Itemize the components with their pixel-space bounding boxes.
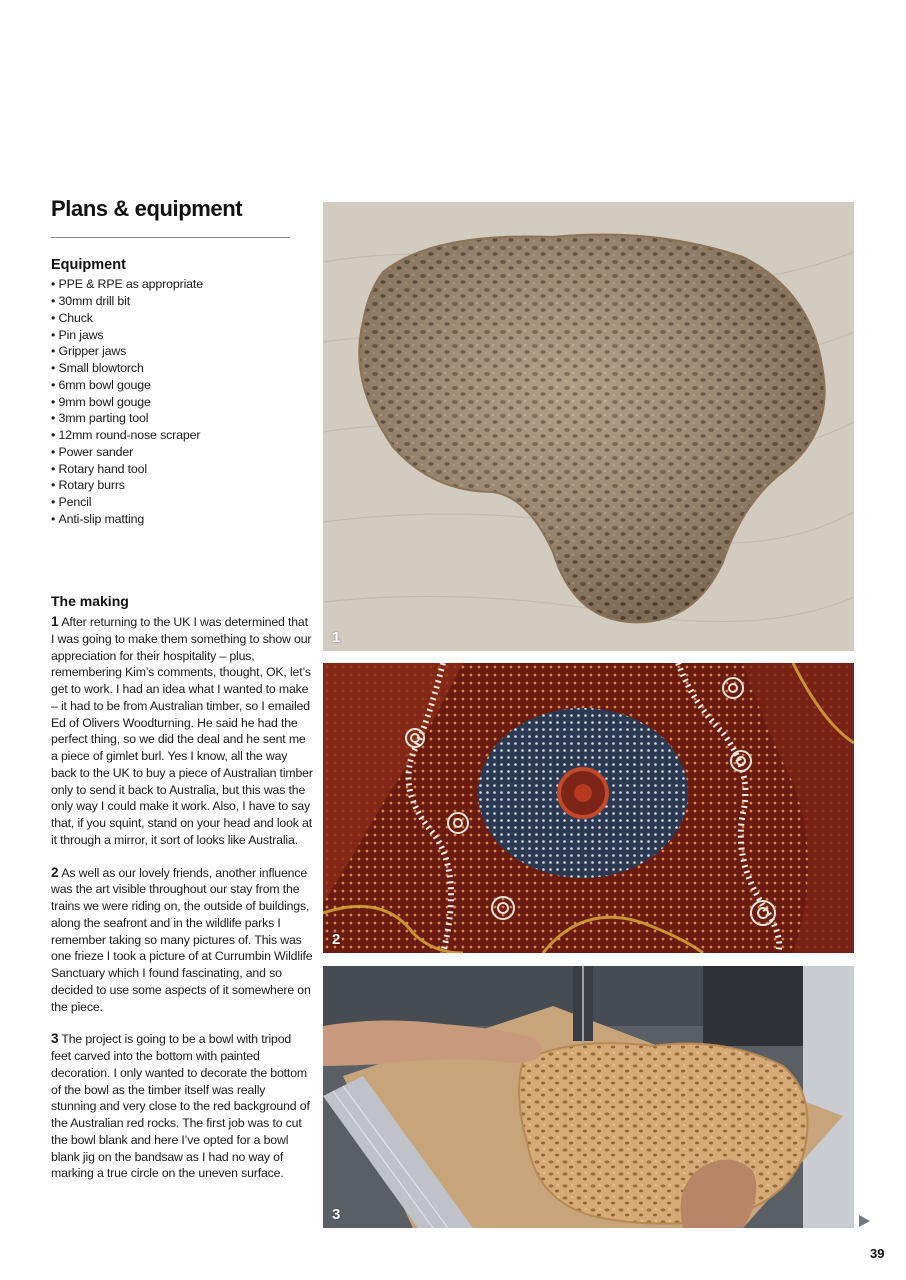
list-item: • 12mm round-nose scraper: [51, 427, 313, 444]
step-paragraph: [51, 614, 313, 849]
photo-burl: [323, 202, 854, 651]
section-title: Plans & equipment: [51, 196, 243, 221]
step-text: The project is going to be a bowl with tripod feet carved into the bottom with painted decoration. I only wanted to decorate the bottom of the bowl as the timber itself was really stunning and very close to the red background of the Australian red rocks. The first job was to cut the bowl blank and here I’ve opted for a bowl blank jig on the bandsaw as I had no way of marking a true circle on the uneven surface.: [51, 1032, 310, 1181]
equipment-list: [51, 276, 313, 527]
list-item: • PPE & RPE as appropriate: [51, 276, 313, 293]
page-number: 39: [870, 1246, 885, 1261]
step-number: 1: [51, 614, 59, 629]
making-section: [51, 593, 313, 1182]
list-item: • Rotary hand tool: [51, 461, 313, 478]
burl-photo-illustration: [323, 202, 854, 651]
making-heading: The making: [51, 593, 129, 609]
step-number: 2: [51, 864, 59, 880]
photo-bandsaw: [323, 966, 854, 1228]
photo-frieze: [323, 663, 854, 953]
step-text: As well as our lovely friends, another influence was the art visible throughout our stay from the trains we were riding on, the outside of buildings, along the seafront and in the wildlife parks I remember taking so many pictures of. This was one frieze I took a picture of at Currumbin Wildlife Sanctuary which I found fascinating, and so decided to use some aspects of it somewhere on the piece.: [51, 865, 313, 1014]
list-item: • 9mm bowl gouge: [51, 394, 313, 411]
bandsaw-photo-illustration: [323, 966, 854, 1228]
list-item: • Pin jaws: [51, 327, 313, 344]
list-item: • Gripper jaws: [51, 343, 313, 360]
list-item: • Anti-slip matting: [51, 511, 313, 528]
step-number: 3: [51, 1031, 59, 1047]
photo-number: 2: [332, 931, 341, 948]
frieze-photo-illustration: [323, 663, 854, 953]
list-item: • Small blowtorch: [51, 360, 313, 377]
equipment-sidebar: [51, 196, 313, 528]
step-paragraph: [51, 865, 313, 1016]
continue-arrow-icon: [859, 1215, 870, 1227]
list-item: • 6mm bowl gouge: [51, 377, 313, 394]
list-item: • 30mm drill bit: [51, 293, 313, 310]
photo-number: 3: [332, 1206, 341, 1223]
list-item: • Power sander: [51, 444, 313, 461]
step-text: After returning to the UK I was determined that I was going to make them something to show our appreciation for their hospitality – plus, remembering Kim’s comments, thought, OK, let’s get to work. I had an idea what I wanted to make – it had to be from Australian timber, so I emailed Ed of Olivers Woodturning. He said he had the perfect thing, so we did the deal and he sent me a piece of gimlet burl. Yes I know, all the way back to the UK to buy a piece of Australian timber only to send it back to Australia, but this was the only way I could make it work. Also, I have to say that, if you squint, stand on your head and look at it through a mirror, it sort of looks like Australia.: [51, 615, 313, 847]
list-item: • 3mm parting tool: [51, 410, 313, 427]
photo-number: 1: [332, 629, 341, 646]
list-item: • Rotary burrs: [51, 477, 313, 494]
step-paragraph: [51, 1031, 313, 1182]
equipment-heading: Equipment: [51, 257, 126, 274]
list-item: • Pencil: [51, 494, 313, 511]
title-divider: [51, 237, 290, 238]
list-item: • Chuck: [51, 310, 313, 327]
